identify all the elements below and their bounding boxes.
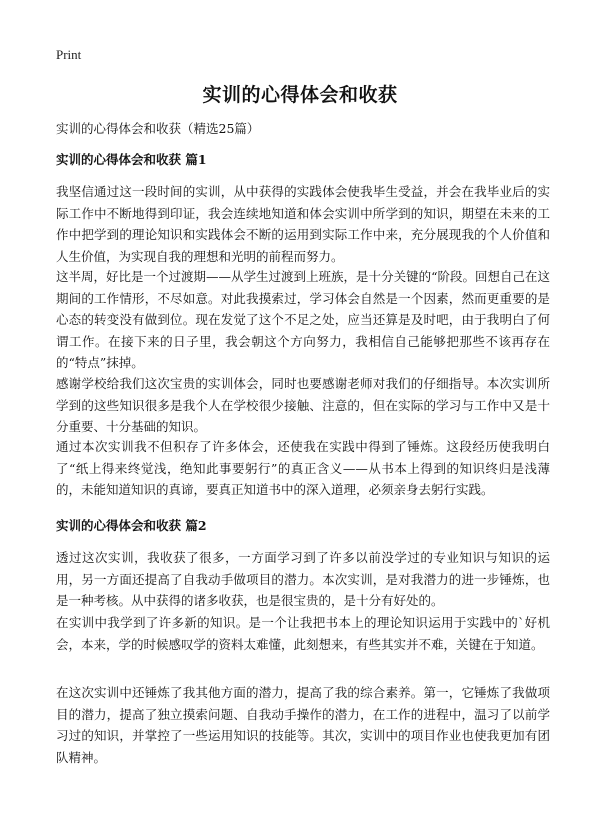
section-heading-2: 实训的心得体会和收获 篇2 bbox=[56, 518, 207, 533]
paragraph: 透过这次实训，我收获了很多，一方面学习到了许多以前没学过的专业知识与知识的运用，另一方面还提高了自我动手做项目的潜力。本次实训，是对我潜力的进一步锤炼，也是一种考核。从中获得的诸多收获，也是很宝贵的，是十分有好处的。 bbox=[56, 550, 550, 608]
page-title: 实训的心得体会和收获 bbox=[202, 84, 398, 106]
paragraph: 在实训中我学到了许多新的知识。是一个让我把书本上的理论知识运用于实践中的`好机会，本来，学的时候感叹学的资料太难懂，此刻想来，有些其实并不难，关键在于知道。 bbox=[56, 615, 550, 652]
print-link[interactable]: Print bbox=[56, 47, 82, 62]
paragraph: 感谢学校给我们这次宝贵的实训体会，同时也要感谢老师对我们的仔细指导。本次实训所学到的这些知识很多是我个人在学校很少接触、注意的，但在实际的学习与工作中又是十分重要、十分基础的知识。 bbox=[56, 376, 550, 434]
document-subtitle: 实训的心得体会和收获（精选25篇） bbox=[56, 121, 260, 136]
paragraph: 通过本次实训我不但积存了许多体会，还使我在实践中得到了锤炼。这段经历使我明白了“纸上得来终觉浅，绝知此事要躬行”的真正含义——从书本上得到的知识终归是浅薄的，未能知道知识的真谛，要真正知道书中的深入道理，必须亲身去躬行实践。 bbox=[56, 439, 550, 497]
paragraph: 这半周，好比是一个过渡期——从学生过渡到上班族，是十分关键的“阶段。回想自己在这期间的工作情形，不尽如意。对此我摸索过，学习体会自然是一个因素，然而更重要的是心态的转变没有做到位。现在发觉了这个不足之处，应当还算是及时吧，由于我明白了何谓工作。在接下来的日子里，我会朝这个方向努力，我相信自己能够把那些不该再存在的“特点”抹掉。 bbox=[56, 269, 550, 370]
paragraph: 在这次实训中还锤炼了我其他方面的潜力，提高了我的综合素养。第一，它锤炼了我做项目的潜力，提高了独立摸索问题、自我动手操作的潜力，在工作的进程中，温习了以前学习过的知识，并掌控了一些运用知识的技能等。其次，实训中的项目作业也使我更加有团队精神。 bbox=[56, 685, 550, 765]
paragraph: 我坚信通过这一段时间的实训，从中获得的实践体会使我毕生受益，并会在我毕业后的实际工作中不断地得到印证，我会连续地知道和体会实训中所学到的知识，期望在未来的工作中把学到的理论知识和实践体会不断的运用到实际工作中来，充分展现我的个人价值和人生价值，为实现自我的理想和光明的前程而努力。 bbox=[56, 184, 550, 264]
section-heading-1: 实训的心得体会和收获 篇1 bbox=[56, 152, 207, 167]
